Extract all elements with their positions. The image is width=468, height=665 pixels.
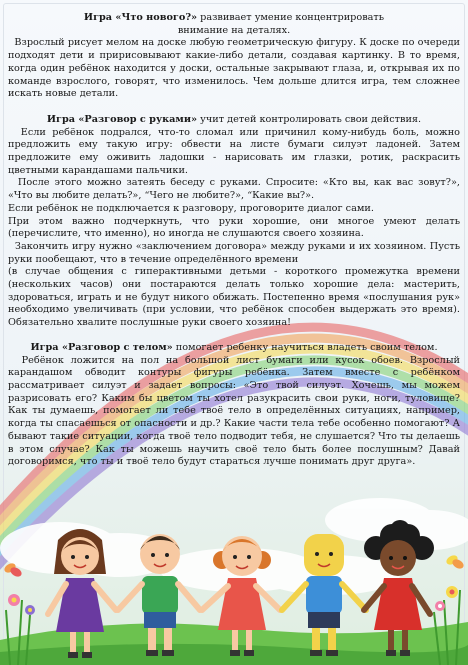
section2-paragraph-4: При этом важно подчеркнуть, что руки хорошие, они многое умеют делать (перечислите, что именно), но иногда не слушаются своего хозяина. (8, 215, 460, 240)
section3-body: Ребёнок ложится на пол на большой лист бумаги или кусок обоев. Взрослый карандашом обводит контуры фигуры ребёнка. Затем вместе с ребёнком рассматривает силуэт и задает вопросы: «Это твой силуэт. Хочешь, мы можем разрисовать его? Каким бы цветом ты хотел разукрасить свои руки, ноги, туловище? Как ты думаешь, помогает ли тебе твоё тело в определённых ситуациях, например, когда ты спасаешься от опасности и др.? Какие части тела тебе особенно помогают? А бывают такие ситуации, когда твоё тело подводит тебя, не слушается? Что ты делаешь в этом случае? Как ты можешь научить своё тело быть более послушным? Давай договоримся, что ты и твоё тело будут стараться лучше понимать друг друга». (8, 354, 460, 468)
section1-intro: развивает умение концентрировать (197, 12, 385, 23)
section2-title: Игра «Разговор с руками» (46, 113, 198, 125)
section2-paragraph-5: Закончить игру нужно «заключением договора» между руками и их хозяином. Пусть руки пообещают, что в течение определённого времени (8, 240, 460, 265)
section2-paragraph-2: После этого можно затеять беседу с руками. Спросите: «Кто вы, как вас зовут?», «Что вы любите делать?», “Чего не любите?», “Какие вы?». (8, 177, 460, 202)
section1-title: Игра «Что нового?» (83, 12, 198, 23)
section3-title: Игра «Разговор с телом» (30, 341, 173, 353)
section2-intro: учит детей контролировать свои действия. (197, 113, 422, 125)
section2-paragraph-6: (в случае общения с гиперактивными детьми - короткого промежутка времени (нескольких часов) они постараются делать только хорошие дела: мастерить, здороваться, играть и не будут никого обижать. Постепенно время «послушания рук» необходимо увеличивать (при условии, что ребёнок способен выдержать это время). Обязательно хвалите послушные руки своего хозяина! (8, 266, 460, 329)
section3-intro: помогает ребенку научиться владеть своим телом. (172, 341, 438, 353)
section1-body: Взрослый рисует мелом на доске любую геометрическую фигуру. К доске по очереди подходят дети и пририсовывают какие-либо детали, создавая картинку. В то время, когда один ребёнок находится у доски, остальные закрывают глаза, и, открывая их по команде взрослого, говорят, что изменилось. Чем дольше длится игра, тем сложнее искать новые детали. (8, 37, 460, 100)
section2-paragraph-3: Если ребёнок не подключается к разговору, проговорите диалог сами. (8, 202, 374, 214)
section1-intro2: внимание на деталях. (177, 24, 291, 36)
section2-paragraph-1: Если ребёнок подрался, что-то сломал или причинил кому-нибудь боль, можно предложить ему такую игру: обвести на листе бумаги силуэт ладоней. Затем предложите ему оживить ладошки - нарисовать им глазки, ротик, раскрасить цветными карандашами пальчики. (8, 126, 460, 176)
